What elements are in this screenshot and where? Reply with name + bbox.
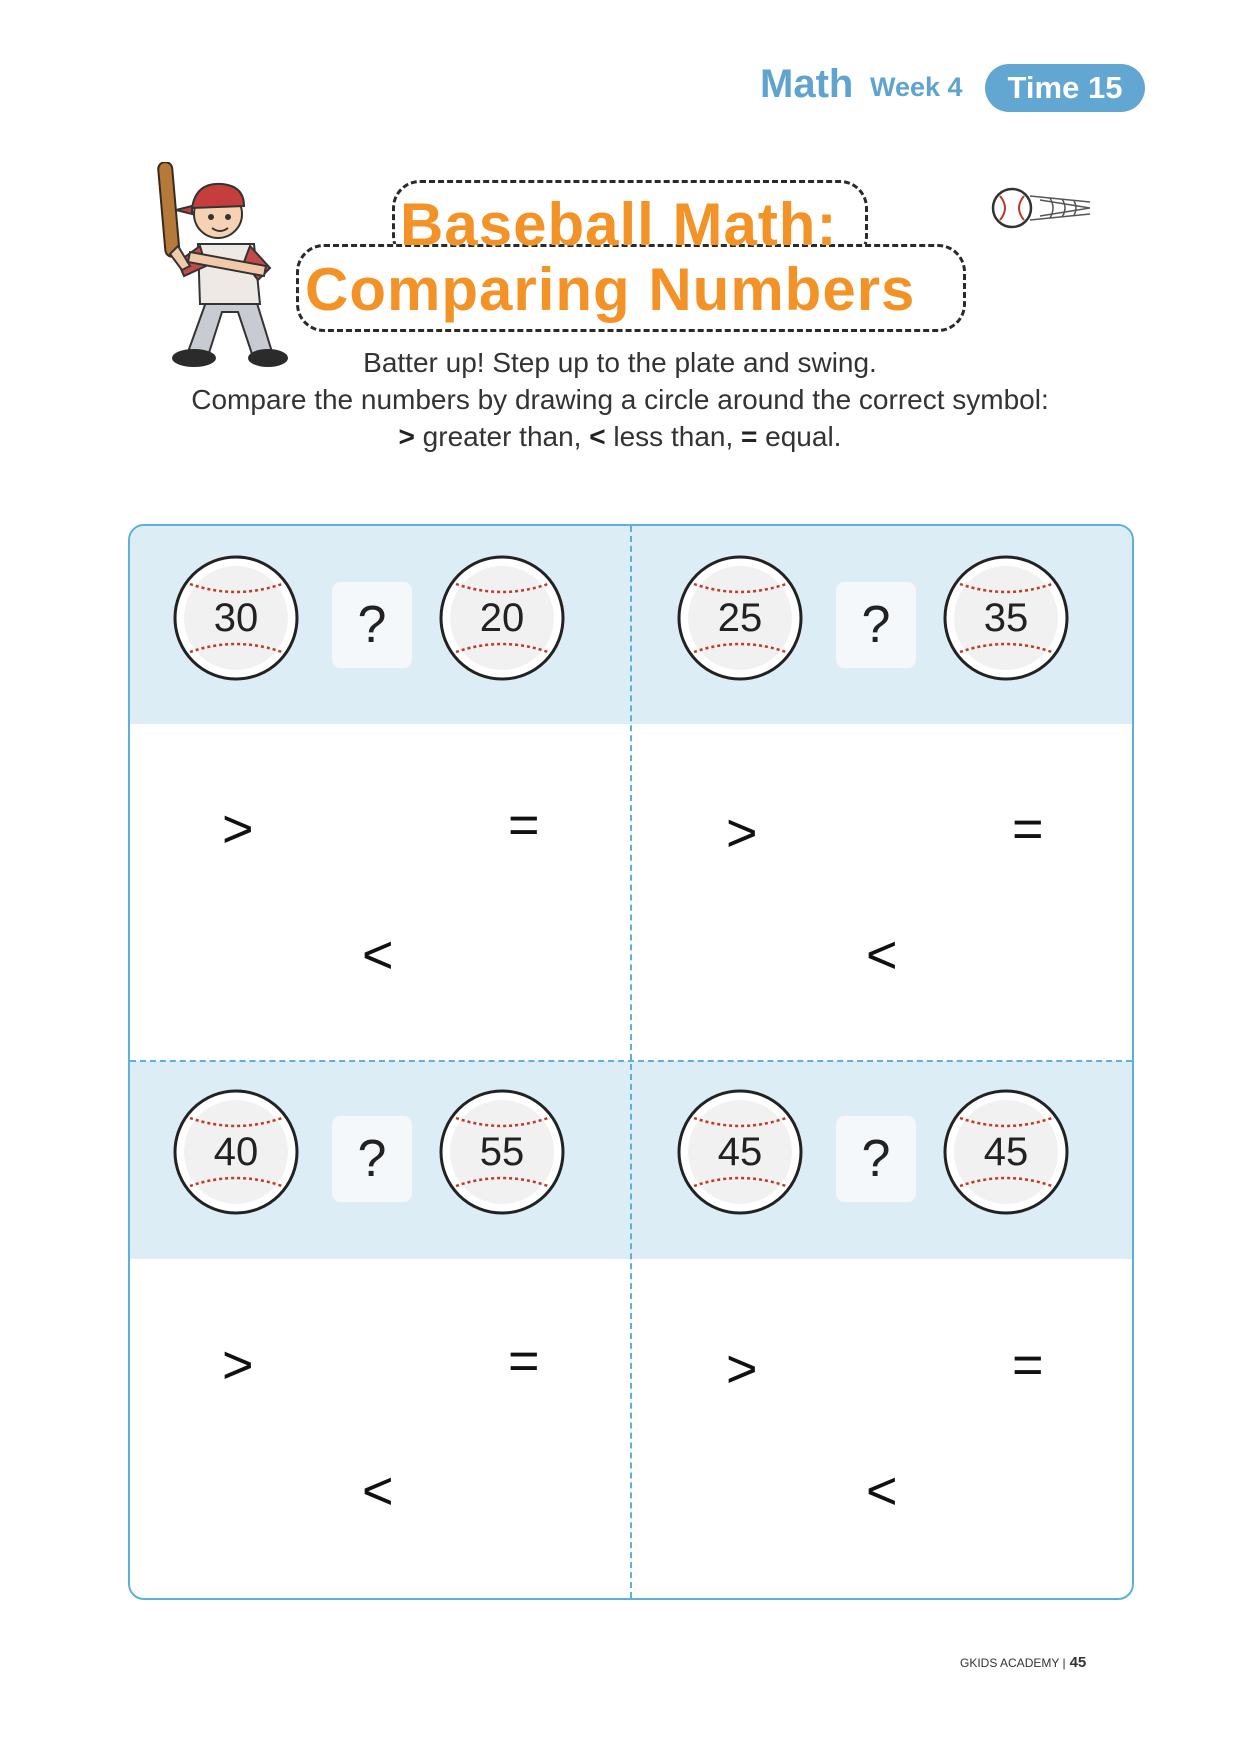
title [290, 170, 970, 340]
title-line-1: Baseball Math: [400, 191, 838, 258]
legend-gt-symbol: > [398, 421, 415, 452]
subject-label: Math [760, 62, 854, 106]
less-than-option[interactable]: < [866, 925, 898, 985]
instructions-line-3 [100, 418, 1140, 455]
number-left: 30 [213, 595, 259, 640]
equal-option[interactable]: = [1012, 799, 1044, 859]
title-line-2: Comparing Numbers [305, 256, 916, 323]
time-badge: Time 15 [985, 64, 1145, 112]
flying-baseball-icon [990, 186, 1100, 230]
footer [960, 1654, 1086, 1671]
question-box: ? [836, 1116, 916, 1202]
question-box: ? [332, 1116, 412, 1202]
greater-than-option[interactable]: > [222, 1335, 254, 1395]
greater-than-option[interactable]: > [726, 1339, 758, 1399]
greater-than-option[interactable]: > [726, 803, 758, 863]
baseball-left [172, 554, 300, 682]
number-right: 55 [479, 1129, 525, 1174]
equal-option[interactable]: = [1012, 1335, 1044, 1395]
number-left: 25 [717, 595, 763, 640]
problem-grid [128, 524, 1134, 1600]
number-right: 45 [983, 1129, 1029, 1174]
baseball-right [942, 1088, 1070, 1216]
equal-option[interactable]: = [508, 1331, 540, 1391]
legend-lt-symbol: < [589, 421, 606, 452]
number-left: 40 [213, 1129, 259, 1174]
baseball-right [942, 554, 1070, 682]
baseball-right [438, 554, 566, 682]
question-box: ? [836, 582, 916, 668]
footer-brand: GKIDS ACADEMY | [960, 1656, 1066, 1670]
baseball-left [676, 1088, 804, 1216]
week-label: Week 4 [870, 72, 963, 102]
legend-lt-text: less than, [605, 421, 742, 452]
instructions-line-2: Compare the numbers by drawing a circle around the correct symbol: [191, 384, 1049, 415]
vertical-divider [630, 526, 632, 1598]
less-than-option[interactable]: < [362, 925, 394, 985]
legend-eq-symbol: = [741, 421, 758, 452]
horizontal-divider [130, 1060, 1132, 1062]
equal-option[interactable]: = [508, 795, 540, 855]
legend-gt-text: greater than, [414, 421, 590, 452]
baseball-left [676, 554, 804, 682]
baseball-left [172, 1088, 300, 1216]
batter-illustration [148, 162, 300, 374]
page-number: 45 [1069, 1654, 1087, 1671]
baseball-right [438, 1088, 566, 1216]
less-than-option[interactable]: < [866, 1461, 898, 1521]
instructions-line-1: Batter up! Step up to the plate and swing. [363, 347, 877, 378]
question-box: ? [332, 582, 412, 668]
number-right: 35 [983, 595, 1029, 640]
legend-eq-text: equal. [757, 421, 842, 452]
number-left: 45 [717, 1129, 763, 1174]
instructions [100, 344, 1140, 455]
greater-than-option[interactable]: > [222, 799, 254, 859]
number-right: 20 [479, 595, 525, 640]
less-than-option[interactable]: < [362, 1461, 394, 1521]
